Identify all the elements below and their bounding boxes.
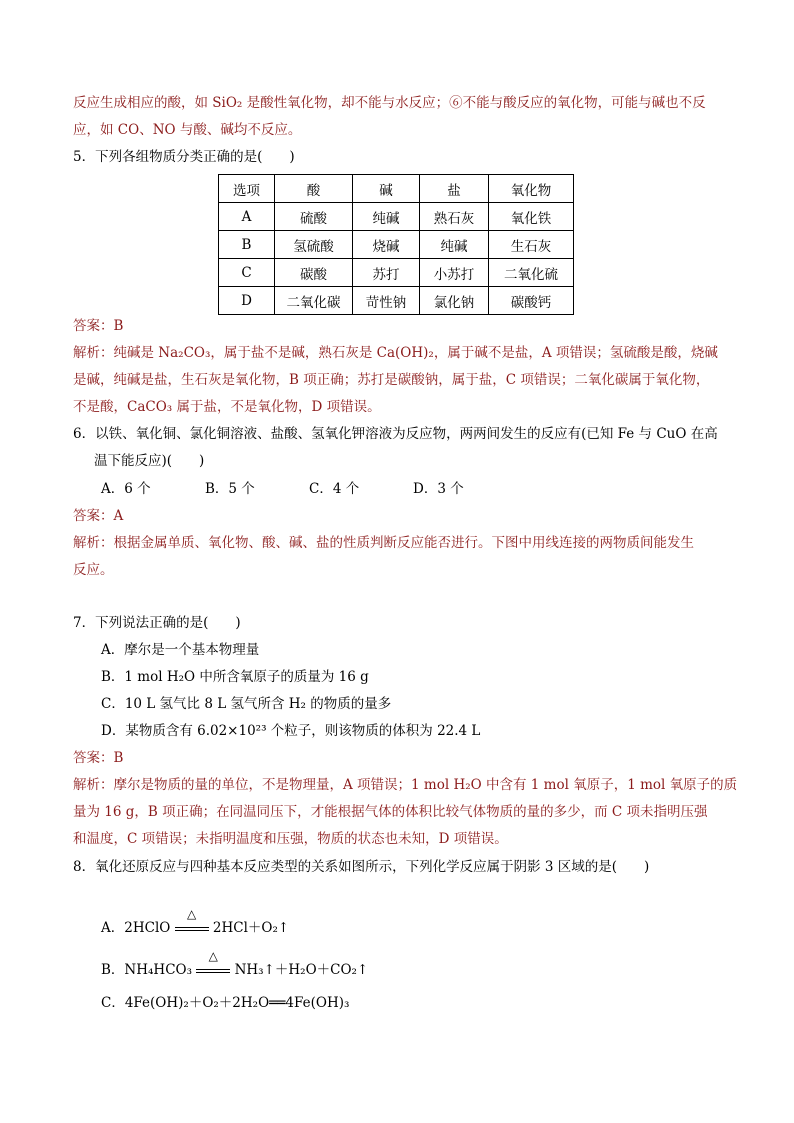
q5-stem: 5．下列各组物质分类正确的是( ) xyxy=(73,149,295,165)
q7-option-a: A．摩尔是一个基本物理量 xyxy=(101,642,260,658)
q6-option-d: D．3 个 xyxy=(413,481,464,497)
q7-option-d: D．某物质含有 6.02×10²³ 个粒子，则该物质的体积为 22.4 L xyxy=(101,723,481,739)
q7-analysis-line-1: 解析：摩尔是物质的量的单位，不是物理量，A 项错误；1 mol H₂O 中含有 1 mol 氧原子，1 mol 氧原子的质 xyxy=(73,777,738,793)
triangle-icon: △ xyxy=(187,907,197,921)
q6-options xyxy=(101,479,464,499)
table-cell: 小苏打 xyxy=(420,259,489,287)
q7-option-b: B．1 mol H₂O 中所含氧原子的质量为 16 g xyxy=(101,669,369,685)
q6-stem-line-2: 温下能反应)( ) xyxy=(94,453,205,469)
table-cell: 碳酸钙 xyxy=(489,287,574,315)
table-cell: 二氧化硫 xyxy=(489,259,574,287)
q6-option-a: A．6 个 xyxy=(101,481,151,497)
table-header-cell: 盐 xyxy=(420,175,489,203)
q5-analysis-line-2: 是碱，纯碱是盐，生石灰是氧化物，B 项正确；苏打是碳酸钠，属于盐，C 项错误；二氧化碳属于氧化物， xyxy=(73,372,710,388)
table-header-cell: 氧化物 xyxy=(489,175,574,203)
q5-analysis-line-3: 不是酸，CaCO₃ 属于盐，不是氧化物，D 项错误。 xyxy=(73,399,381,415)
q8-stem: 8．氧化还原反应与四种基本反应类型的关系如图所示，下列化学反应属于阴影 3 区域的是( ) xyxy=(73,859,650,875)
q6-analysis-line-2: 反应。 xyxy=(73,562,114,578)
table-header-cell: 酸 xyxy=(275,175,353,203)
q5-answer: 答案：B xyxy=(73,318,124,334)
q7-stem: 7．下列说法正确的是( ) xyxy=(73,615,241,631)
table-row xyxy=(219,203,574,231)
table-cell: 碳酸 xyxy=(275,259,353,287)
table-cell: 氧化铁 xyxy=(489,203,574,231)
equation-left: A．2HClO xyxy=(101,920,171,936)
q6-analysis-line-1: 解析：根据金属单质、氧化物、酸、碱、盐的性质判断反应能否进行。下图中用线连接的两物质间能发生 xyxy=(73,535,694,551)
q7-analysis-line-3: 和温度，C 项错误；未指明温度和压强，物质的状态也未知，D 项错误。 xyxy=(73,831,508,847)
q7-answer: 答案：B xyxy=(73,750,124,766)
table-cell: 纯碱 xyxy=(353,203,420,231)
table-cell: A xyxy=(219,203,275,231)
table-cell: 纯碱 xyxy=(420,231,489,259)
table-header-cell: 选项 xyxy=(219,175,275,203)
table-cell: 熟石灰 xyxy=(420,203,489,231)
table-cell: D xyxy=(219,287,275,315)
table-row xyxy=(219,231,574,259)
intro-line-1: 反应生成相应的酸，如 SiO₂ 是酸性氧化物，却不能与水反应；⑥不能与酸反应的氧化物，可能与碱也不反 xyxy=(73,95,706,111)
table-cell: 氯化钠 xyxy=(420,287,489,315)
table-cell: 烧碱 xyxy=(353,231,420,259)
table-cell: B xyxy=(219,231,275,259)
table-cell: 二氧化碳 xyxy=(275,287,353,315)
table-cell: C xyxy=(219,259,275,287)
q5-analysis-line-1: 解析：纯碱是 Na₂CO₃，属于盐不是碱，熟石灰是 Ca(OH)₂，属于碱不是盐，A 项错误；氢硫酸是酸，烧碱 xyxy=(73,345,718,361)
table-cell: 氢硫酸 xyxy=(275,231,353,259)
equation-right: 2HCl＋O₂↑ xyxy=(212,920,290,936)
table-row xyxy=(219,259,574,287)
triangle-icon: △ xyxy=(208,949,218,963)
table-cell: 苛性钠 xyxy=(353,287,420,315)
equation-right: NH₃↑＋H₂O＋CO₂↑ xyxy=(234,962,369,978)
q6-stem-line-1: 6．以铁、氧化铜、氯化铜溶液、盐酸、氢氧化钾溶液为反应物，两两间发生的反应有(已知 Fe 与 CuO 在高 xyxy=(73,426,718,442)
equation-left: B．NH₄HCO₃ xyxy=(101,962,192,978)
q6-option-b: B．5 个 xyxy=(205,481,255,497)
table-row xyxy=(219,287,574,315)
table-header-row xyxy=(219,175,574,203)
table-cell: 硫酸 xyxy=(275,203,353,231)
heat-equals-sign xyxy=(196,949,230,980)
q7-option-c: C．10 L 氢气比 8 L 氢气所含 H₂ 的物质的量多 xyxy=(101,696,392,712)
heat-equals-sign xyxy=(175,907,209,938)
q8-option-a xyxy=(101,907,290,938)
table-cell: 苏打 xyxy=(353,259,420,287)
q6-answer: 答案：A xyxy=(73,508,124,524)
q8-option-c: C．4Fe(OH)₂＋O₂＋2H₂O══4Fe(OH)₃ xyxy=(101,995,350,1011)
q8-option-b xyxy=(101,949,369,980)
intro-line-2: 应，如 CO、NO 与酸、碱均不反应。 xyxy=(73,122,302,138)
q6-option-c: C．4 个 xyxy=(309,481,360,497)
table-cell: 生石灰 xyxy=(489,231,574,259)
q7-analysis-line-2: 量为 16 g，B 项正确；在同温同压下，才能根据气体的体积比较气体物质的量的多少，而 C 项未指明压强 xyxy=(73,804,708,820)
q5-table xyxy=(218,174,574,315)
table-header-cell: 碱 xyxy=(353,175,420,203)
